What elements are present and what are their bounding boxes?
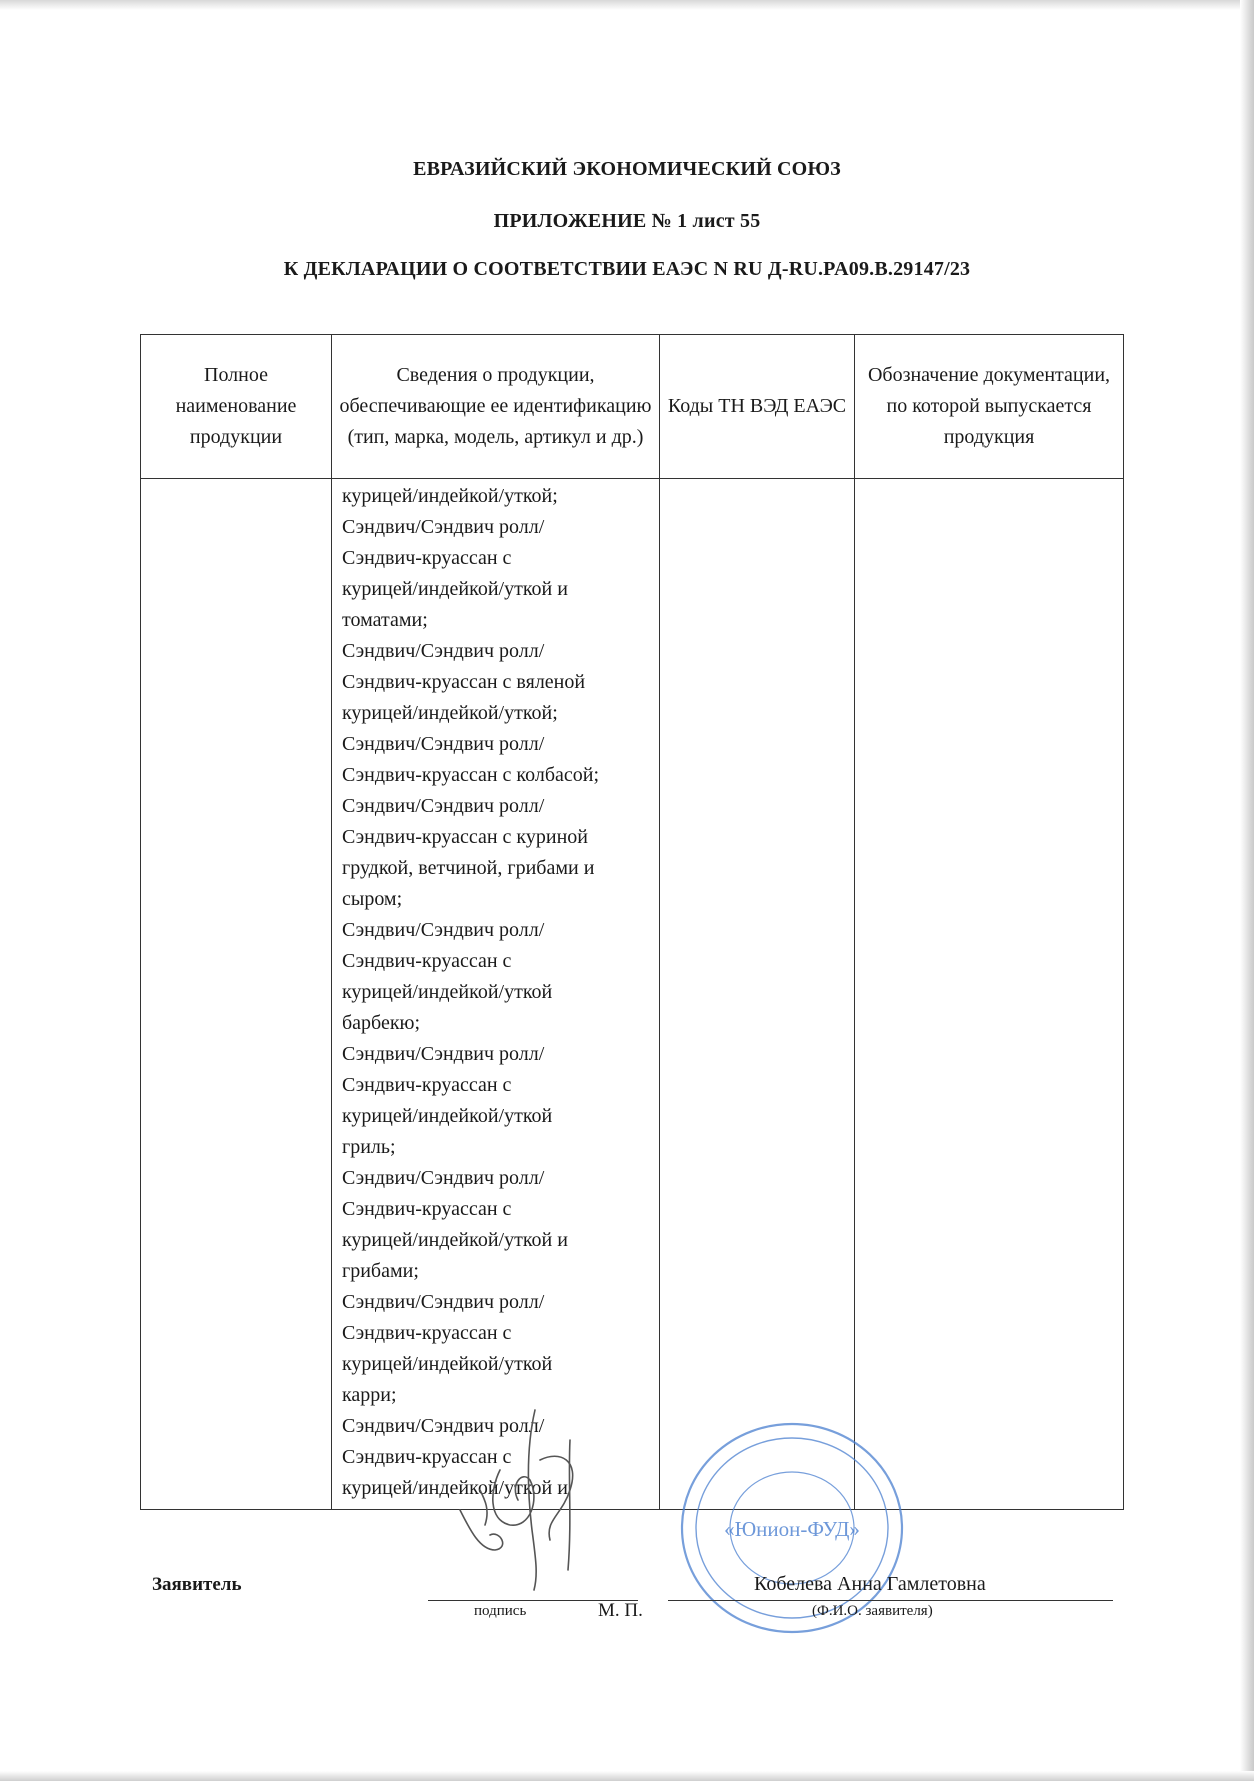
description-line: Сэндвич-круассан с (342, 1446, 512, 1468)
cell-product-name (141, 479, 332, 1510)
description-line: курицей/индейкой/уткой (342, 981, 553, 1003)
description-line: курицей/индейкой/уткой; (342, 485, 558, 507)
description-line: Сэндвич-круассан с (342, 1322, 512, 1344)
header-product-info: Сведения о продукции, обеспечивающие ее идентификацию (тип, марка, модель, артикул и др.) (332, 335, 660, 479)
cell-product-description (332, 479, 660, 1510)
description-line: курицей/индейкой/уткой (342, 1353, 553, 1375)
header-documentation: Обозначение документации, по которой выпускается продукция (855, 335, 1124, 479)
description-line: гриль; (342, 1136, 396, 1158)
applicant-footer (0, 1500, 1254, 1640)
description-line: барбекю; (342, 1012, 421, 1034)
header-tn-ved-codes: Коды ТН ВЭД ЕАЭС (660, 335, 855, 479)
description-line: Сэндвич/Сэндвич ролл/ (342, 516, 545, 538)
description-line: карри; (342, 1384, 397, 1406)
name-caption: (Ф.И.О. заявителя) (812, 1603, 933, 1619)
description-lines (342, 481, 651, 1504)
description-line: Сэндвич/Сэндвич ролл/ (342, 795, 545, 817)
header-product-name: Полное наименование продукции (141, 335, 332, 479)
scan-edge-bottom (0, 1771, 1254, 1781)
description-line: курицей/индейкой/уткой (342, 1105, 553, 1127)
appendix-title: ПРИЛОЖЕНИЕ № 1 лист 55 (493, 210, 761, 232)
description-line: курицей/индейкой/уткой и (342, 578, 568, 600)
description-line: курицей/индейкой/уткой и (342, 1229, 568, 1251)
declaration-title: К ДЕКЛАРАЦИИ О СООТВЕТСТВИИ ЕАЭС N RU Д-RU.PA09.B.29147/23 (283, 258, 971, 280)
cell-documentation (855, 479, 1124, 1510)
description-line: курицей/индейкой/уткой и (342, 1477, 568, 1499)
signature-caption: подпись (474, 1603, 527, 1619)
description-line: Сэндвич-круассан с куриной (342, 826, 588, 848)
description-line: сыром; (342, 888, 403, 910)
description-line: Сэндвич-круассан с (342, 1198, 512, 1220)
description-line: Сэндвич/Сэндвич ролл/ (342, 1043, 545, 1065)
product-table (140, 334, 1124, 1510)
applicant-name: Кобелева Анна Гамлетовна (754, 1573, 986, 1595)
description-line: Сэндвич-круассан с вяленой (342, 671, 586, 693)
applicant-label: Заявитель (152, 1574, 242, 1595)
description-line: Сэндвич/Сэндвич ролл/ (342, 640, 545, 662)
description-line: Сэндвич-круассан с колбасой; (342, 764, 600, 786)
seal-center-text: «Юнион-ФУД» (724, 1517, 860, 1541)
union-title: ЕВРАЗИЙСКИЙ ЭКОНОМИЧЕСКИЙ СОЮЗ (413, 158, 841, 180)
seal-label: М. П. (598, 1600, 643, 1621)
cell-tn-ved-codes (660, 479, 855, 1510)
description-line: Сэндвич/Сэндвич ролл/ (342, 733, 545, 755)
description-line: Сэндвич/Сэндвич ролл/ (342, 1167, 545, 1189)
description-line: грибами; (342, 1260, 419, 1282)
description-line: Сэндвич/Сэндвич ролл/ (342, 1291, 545, 1313)
description-line: томатами; (342, 609, 428, 631)
description-line: Сэндвич/Сэндвич ролл/ (342, 919, 545, 941)
name-line (668, 1600, 1113, 1601)
description-line: курицей/индейкой/уткой; (342, 702, 558, 724)
description-line: Сэндвич-круассан с (342, 547, 512, 569)
scan-edge-top (0, 0, 1254, 10)
description-line: грудкой, ветчиной, грибами и (342, 857, 595, 879)
description-line: Сэндвич-круассан с (342, 1074, 512, 1096)
description-line: Сэндвич/Сэндвич ролл/ (342, 1415, 545, 1437)
table-row (141, 479, 1124, 1510)
table-header-row (141, 335, 1124, 479)
description-line: Сэндвич-круассан с (342, 950, 512, 972)
